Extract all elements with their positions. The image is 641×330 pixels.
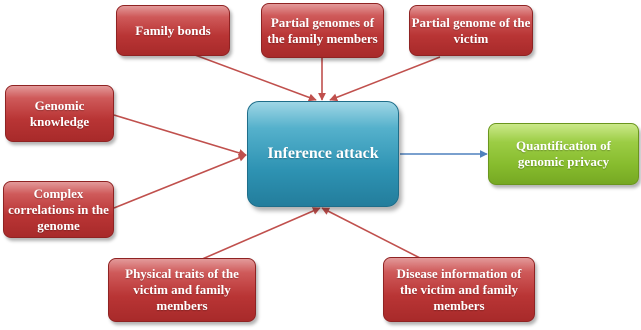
arrow-disease-information (322, 208, 420, 258)
node-partial-genome-victim (409, 5, 533, 56)
node-label: Partial genome of the victim (411, 14, 531, 46)
arrow-genomic-knowledge (114, 115, 246, 155)
node-label: Complex correlations in the genome (8, 185, 109, 233)
arrow-physical-traits (200, 208, 320, 260)
arrow-complex-correlations (114, 155, 246, 208)
node-label: Disease information of the victim and family members (396, 265, 522, 313)
node-partial-genomes-family (261, 3, 384, 58)
node-family-bonds (116, 5, 230, 56)
node-physical-traits (108, 258, 256, 322)
node-label: Physical traits of the victim and family members (125, 266, 239, 313)
output-label: Quantification of genomic privacy (516, 138, 611, 169)
arrow-partial-genome-victim (330, 57, 440, 100)
node-quantification (488, 123, 639, 185)
node-genomic-knowledge (5, 85, 114, 142)
node-complex-correlations (3, 181, 114, 238)
node-label: Partial genomes of the family members (267, 14, 378, 46)
node-label: Genomic knowledge (29, 97, 90, 129)
node-disease-information (383, 257, 535, 322)
node-label: Family bonds (135, 22, 211, 38)
center-label: Inference attack (267, 145, 379, 162)
arrow-family-bonds (195, 55, 316, 100)
node-inference-attack (247, 101, 399, 207)
